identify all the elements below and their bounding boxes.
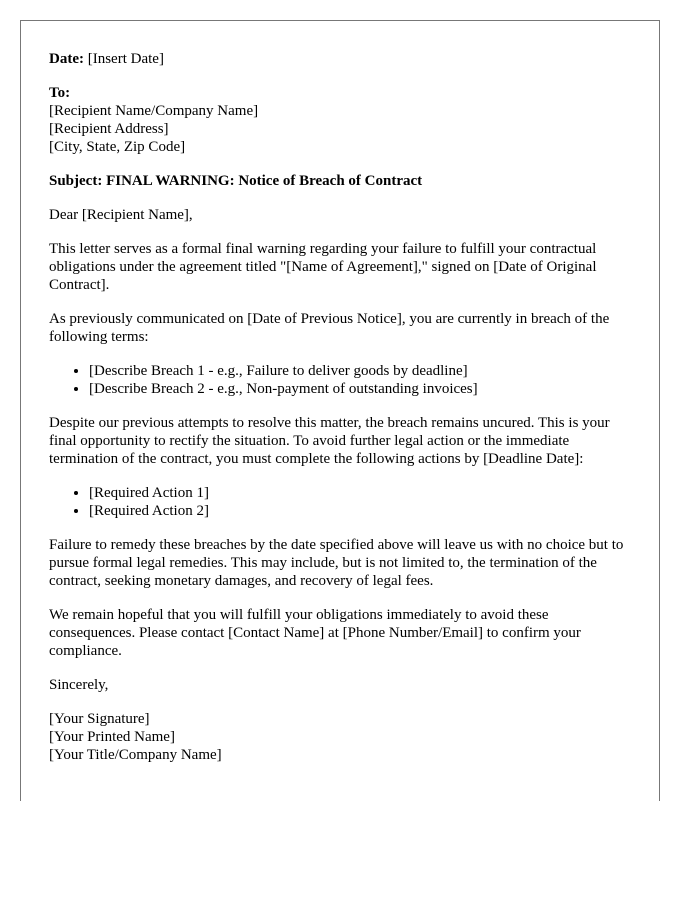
action-list: [49, 484, 631, 520]
date-label: Date:: [49, 51, 84, 67]
paragraph-intro: This letter serves as a formal final warning regarding your failure to fulfill your contractual obligations under the agreement titled "[Name of Agreement]," signed on [Date of Original Contract].: [49, 241, 597, 293]
recipient-city: [City, State, Zip Code]: [49, 139, 186, 155]
signature-line: [Your Signature]: [49, 711, 150, 727]
recipient-address: [Recipient Address]: [49, 121, 169, 137]
closing: Sincerely,: [49, 677, 109, 693]
salutation: Dear [Recipient Name],: [49, 207, 193, 223]
to-label: To:: [49, 85, 71, 101]
action-item: • [Required Action 1]: [89, 484, 631, 502]
recipient-block: [49, 84, 631, 156]
paragraph-failure: Failure to remedy these breaches by the date specified above will leave us with no choice but to pursue formal legal remedies. This may include, but is not limited to, the termination of the contract, seeking monetary damages, and recovery of legal fees.: [49, 537, 624, 589]
date-line: [49, 50, 631, 68]
breach-list: [49, 362, 631, 398]
breach-item: • [Describe Breach 2 - e.g., Non-payment of outstanding invoices]: [89, 380, 631, 398]
recipient-name: [Recipient Name/Company Name]: [49, 103, 259, 119]
breach-item: • [Describe Breach 1 - e.g., Failure to deliver goods by deadline]: [89, 362, 631, 380]
date-value: [Insert Date]: [87, 51, 164, 67]
printed-name-line: [Your Printed Name]: [49, 729, 175, 745]
subject-line: Subject: FINAL WARNING: Notice of Breach of Contract: [49, 173, 423, 189]
title-company-line: [Your Title/Company Name]: [49, 747, 222, 763]
paragraph-previous-notice: As previously communicated on [Date of Previous Notice], you are currently in breach of the following terms:: [49, 311, 610, 345]
paragraph-despite: Despite our previous attempts to resolve this matter, the breach remains uncured. This is your final opportunity to rectify the situation. To avoid further legal action or the immediate termination of the contract, you must complete the following actions by [Deadline Date]:: [49, 415, 610, 467]
letter-page: [20, 20, 660, 801]
paragraph-hopeful: We remain hopeful that you will fulfill your obligations immediately to avoid these consequences. Please contact [Contact Name] at [Phone Number/Email] to confirm your compliance.: [49, 607, 581, 659]
action-item: • [Required Action 2]: [89, 502, 631, 520]
signature-block: [49, 710, 631, 764]
